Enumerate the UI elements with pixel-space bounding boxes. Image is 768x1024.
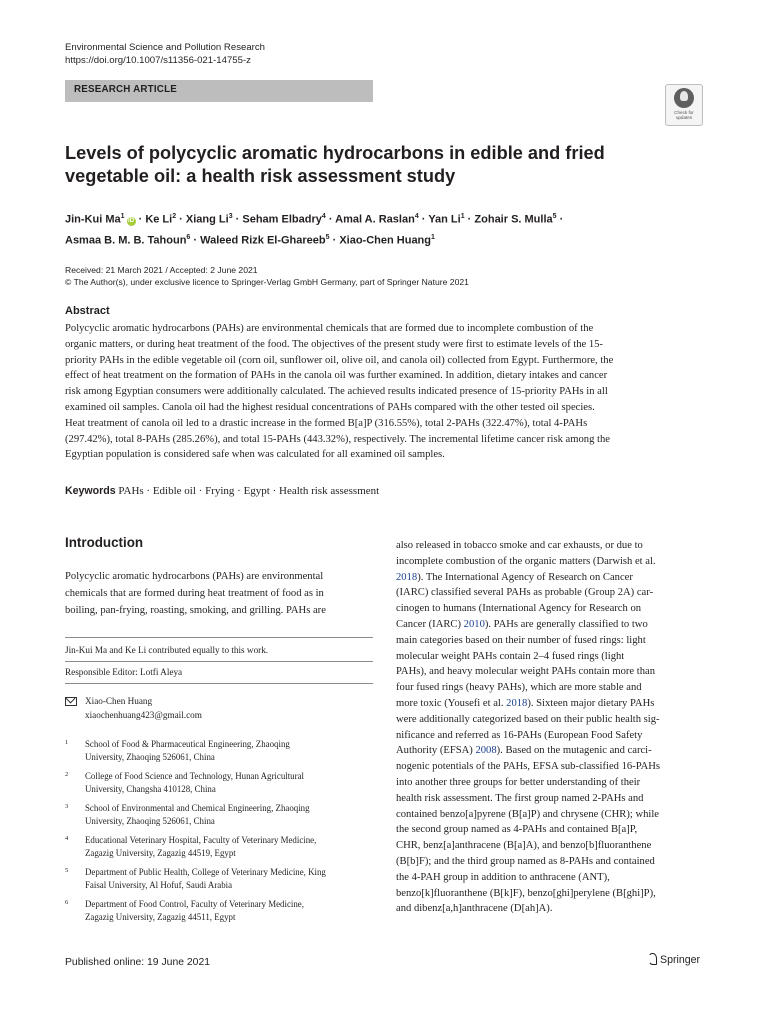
doi-link[interactable]: https://doi.org/10.1007/s11356-021-14755-z: [65, 55, 251, 66]
citation-link[interactable]: 2008: [475, 745, 497, 757]
affiliation-number: 6: [65, 899, 69, 906]
affiliation: College of Food Science and Technology, Hunan Agricultural University, Changsha 410128, China: [85, 771, 304, 794]
keywords-list: PAHs · Edible oil · Frying · Egypt · Health risk assessment: [118, 485, 380, 497]
equal-contribution-note: Jin-Kui Ma and Ke Li contributed equally to this work.: [65, 645, 269, 655]
introduction-continued: also released in tobacco smoke and car exhausts, or due to incomplete combustion of the organic matters (Darwish et al. 2018). The International Agency of Research on Cancer (IARC) classified several PAHs as probable (Group 2A) car- cinogen to humans (International Agency for Research on Cancer (IARC) 2010). PAHs are generally classified to two main categories based on their number of fused rings: light molecular weight PAHs contain 2–4 fused rings (light PAHs), and heavy molecular weight PAHs contain more than four fused rings (heavy PAHs), which are more stable and more toxic (Yousefi et al. 2018). Sixteen major dietary PAHs were additionally categorized based on their public health sig- nificance and referred as 16-PAHs (European Food Safety Authority (EFSA) 2008). Based on the mutagenic and carci- nogenic potentials of the PAHs, EFSA sub-classified 16-PAHs into another three groups for better understanding of their health risk assessment. The first group named 2-PAHs and contained benzo[a]pyrene (B[a]P) and chrysene (CHR); while the second group named as 4-PAHs and contained B[a]P, CHR, benz[a]anthracene (B[a]A), and benzo[b]fluoranthene (B[b]F); and the third group named as 8-PAHs and contained the 4-PAH group in addition to anthracene (ANT), benzo[k]fluoranthene (B[k]F), benzo[ghi]perylene (B[ghi]P), and dibenz[a,h]anthracene (D[ah]A).: [396, 540, 661, 915]
author[interactable]: Asmaa B. M. B. Tahoun: [65, 234, 187, 247]
keywords-label: Keywords: [65, 485, 116, 497]
check-updates-icon: [674, 88, 694, 108]
envelope-icon: [65, 697, 77, 706]
affiliation: Educational Veterinary Hospital, Faculty of Veterinary Medicine, Zagazig University, Zagazig 44519, Egypt: [85, 835, 317, 858]
publisher-logo[interactable]: [647, 953, 700, 966]
journal-header: [65, 41, 265, 67]
affiliation-number: 4: [65, 835, 69, 842]
springer-horse-icon: [647, 953, 657, 964]
introduction-paragraph: Polycyclic aromatic hydrocarbons (PAHs) are environmental chemicals that are formed during heat treatment of food as in boiling, pan-frying, roasting, smoking, and grilling. PAHs are: [65, 571, 326, 616]
published-online: Published online: 19 June 2021: [65, 957, 211, 968]
citation-link[interactable]: 2010: [463, 618, 485, 630]
responsible-editor: Responsible Editor: Lotfi Aleya: [65, 667, 183, 677]
corresponding-name: Xiao-Chen Huang: [85, 696, 153, 706]
author[interactable]: Xiang Li: [185, 213, 229, 226]
footnote-divider: [65, 683, 373, 684]
affiliation-number: 2: [65, 771, 69, 778]
footnote-divider: [65, 661, 373, 662]
article-type-label: RESEARCH ARTICLE: [74, 84, 177, 95]
author[interactable]: Jin-Kui Ma: [65, 213, 121, 226]
paper-title: Levels of polycyclic aromatic hydrocarbons in edible and fried vegetable oil: a health risk assessment study: [65, 143, 605, 186]
affiliation: School of Environmental and Chemical Engineering, Zhaoqing University, Zhaoqing 526061, China: [85, 803, 310, 826]
affiliation: Department of Public Health, College of Veterinary Medicine, King Faisal University, Al Hofuf, Saudi Arabia: [85, 867, 326, 890]
author[interactable]: Seham Elbadry: [242, 213, 322, 226]
corresponding-author: [85, 694, 202, 722]
article-dates: [65, 264, 469, 288]
orcid-icon[interactable]: iD: [128, 217, 135, 224]
abstract-body: Polycyclic aromatic hydrocarbons (PAHs) are environmental chemicals that are formed due to incomplete combustion of the organic matters, or during heat treatment of the food. The objectives of the present study were first to estimate levels of the 15- priority PAHs in the edible vegetable oil (corn oil, sunflower oil, olive oil, and canola oil) collected from Egypt. Furthermore, the effect of heat treatment on the formation of PAHs in the canola oil was further examined. In addition, dietary intakes and cancer risk among Egyptian consumers were additionally calculated. The achieved results indicated presence of 15-priority PAHs in all examined oil samples. Canola oil had the highest residual concentrations of PAHs compared with the other tested oil species. Heat treatment of canola oil led to a drastic increase in the formed B[a]P (316.55%), total 2-PAHs (322.47%), total 4-PAHs (297.42%), total 8-PAHs (285.26%), and total 15-PAHs (443.32%), respectively. The incremental lifetime cancer risk among the Egyptian population is considered safe when was calculated for all examined oil samples.: [65, 323, 614, 461]
footnote-divider: [65, 637, 373, 638]
author[interactable]: Ke Li: [145, 213, 173, 226]
affiliation-number: 5: [65, 867, 69, 874]
author[interactable]: Zohair S. Mulla: [474, 213, 553, 226]
author[interactable]: Yan Li: [428, 213, 461, 226]
journal-name: Environmental Science and Pollution Research: [65, 42, 265, 53]
citation-link[interactable]: 2018: [396, 571, 418, 583]
affiliation-number: 3: [65, 803, 69, 810]
abstract-heading: Abstract: [65, 305, 110, 317]
author[interactable]: Amal A. Raslan: [335, 213, 415, 226]
corresponding-email[interactable]: xiaochenhuang423@gmail.com: [85, 710, 202, 720]
publisher-name: Springer: [660, 954, 701, 966]
author-line-1: Jin-Kui $Ma^1iD \cdot Ke$ $Li^2$ · Xiang $Li^3$ · Seham Elbadry$^4$ · Amal A. Raslan$^4$ · Yan $Li^1$ · Zohair S. Mulla$^5$ ·: [65, 213, 564, 226]
author[interactable]: Xiao-Chen Huang: [339, 234, 431, 247]
citation-link[interactable]: 2018: [506, 697, 528, 709]
author[interactable]: Waleed Rizk El-Ghareeb: [200, 234, 326, 247]
copyright-line: © The Author(s), under exclusive licence to Springer-Verlag GmbH Germany, part of Springer Nature 2021: [65, 277, 469, 287]
affiliation: Department of Food Control, Faculty of Veterinary Medicine, Zagazig University, Zagazig 44511, Egypt: [85, 899, 304, 922]
affiliation-number: 1: [65, 739, 69, 746]
affiliation: School of Food & Pharmaceutical Engineering, Zhaoqing University, Zhaoqing 526061, China: [85, 739, 290, 762]
received-accepted: Received: 21 March 2021 / Accepted: 2 June 2021: [65, 265, 258, 275]
keywords: [65, 485, 379, 497]
check-for-updates-badge[interactable]: Check for updates: [665, 84, 703, 126]
introduction-heading: Introduction: [65, 535, 144, 550]
author-line-2: Asmaa B. M. B. Tahoun$^6$ · Waleed Rizk El-Ghareeb$^5$ · Xiao-Chen Huang$^1$: [65, 233, 435, 247]
author-list: [65, 208, 705, 249]
